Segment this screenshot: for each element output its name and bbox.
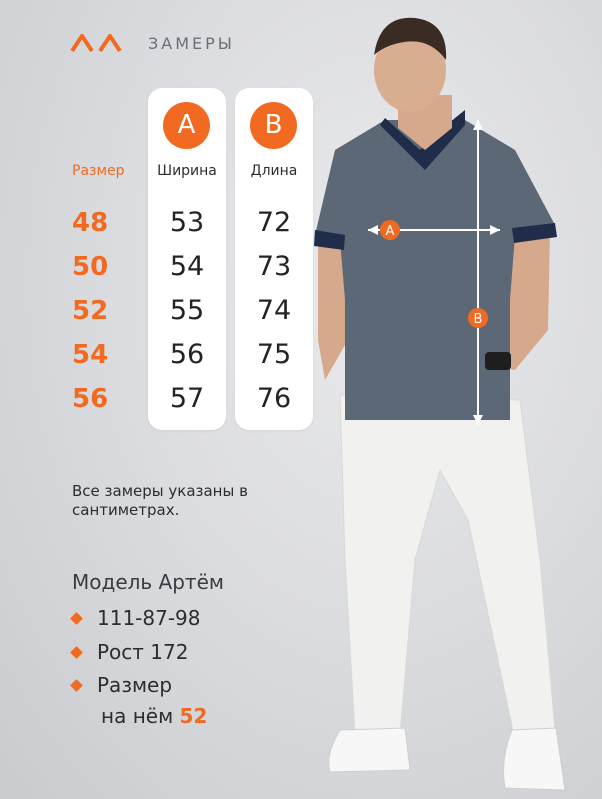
model-size-value: 52 [179,704,208,728]
length-column-header: Длина [250,163,298,179]
model-size-line [101,704,207,728]
model-size-label: Размер [97,673,173,697]
size-value: 50 [72,252,109,282]
marker-a: A [385,224,395,239]
badge-a: A [163,102,210,149]
model-params-text: 111-87-98 [97,606,201,630]
model-height [72,640,188,664]
width-value: 56 [169,339,205,370]
model-title: Модель Артём [72,570,224,594]
bullet-icon [70,646,83,659]
width-value: 57 [169,383,205,414]
length-value: 76 [256,383,292,414]
size-column-header: Размер [72,163,125,179]
bullet-icon [70,679,83,692]
width-value: 55 [169,295,205,326]
size-value: 48 [72,208,109,238]
model-size-prefix: на нём [101,704,174,728]
bullet-icon [70,612,83,625]
model-params [72,606,201,630]
size-value: 56 [72,384,109,414]
length-value: 72 [256,207,292,238]
badge-b: B [250,102,297,149]
brand-logo-icon [70,34,126,52]
marker-b: B [473,312,483,327]
length-value: 73 [256,251,292,282]
size-value: 52 [72,296,109,326]
width-value: 54 [169,251,205,282]
width-column-header: Ширина [157,163,217,179]
model-height-text: Рост 172 [97,640,189,664]
page-title: ЗАМЕРЫ [148,34,235,53]
model-photo [300,0,602,799]
width-value: 53 [169,207,205,238]
length-value: 74 [256,295,292,326]
length-value: 75 [256,339,292,370]
model-size [72,673,172,697]
units-note: Все замеры указаны в сантиметрах. [72,482,248,519]
size-value: 54 [72,340,109,370]
